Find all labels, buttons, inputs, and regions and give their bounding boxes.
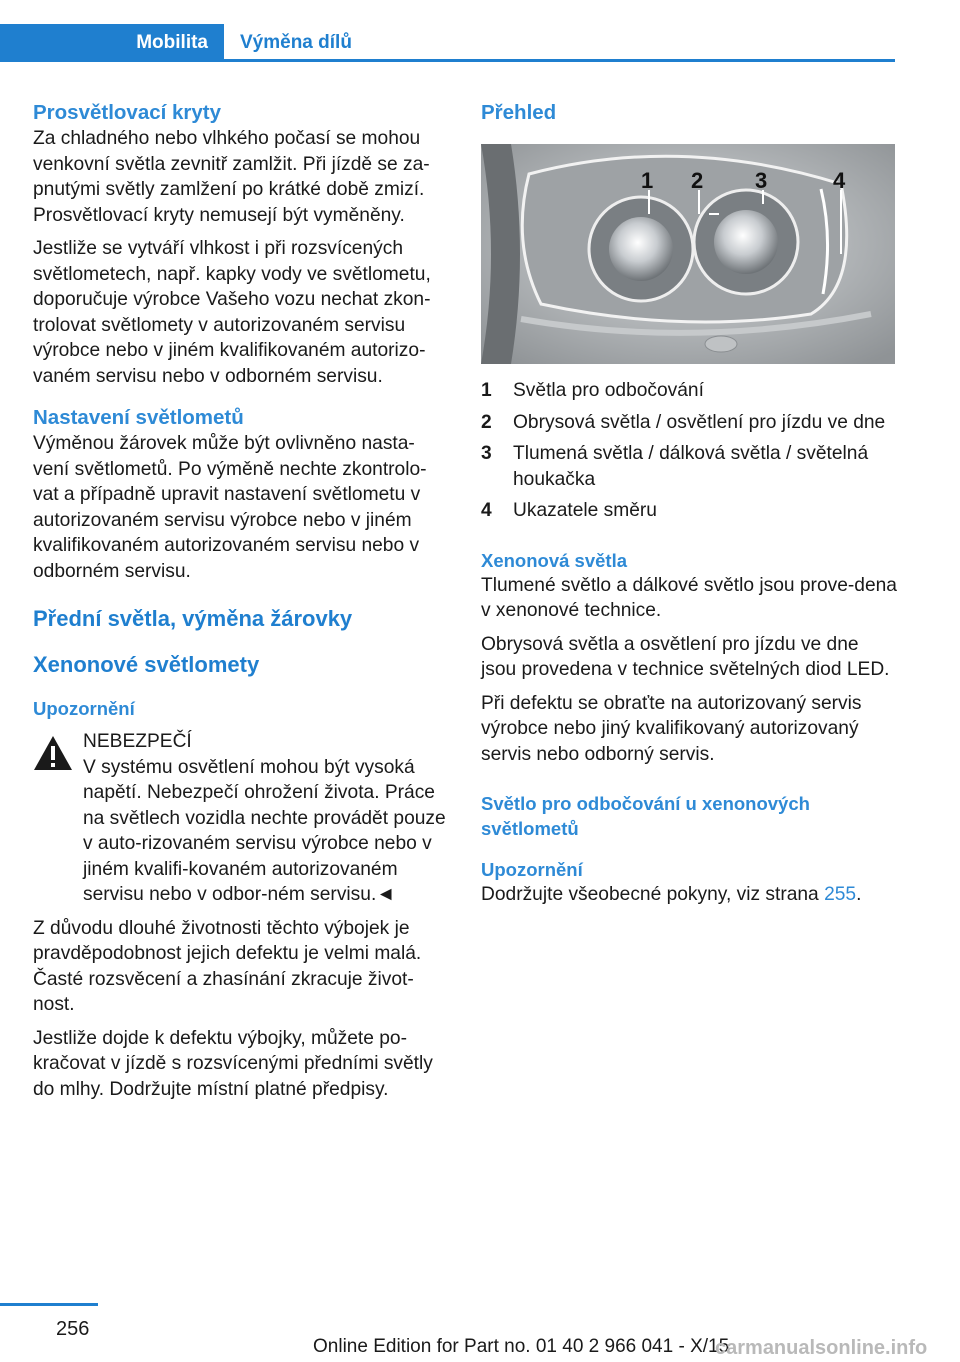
right-column (481, 100, 899, 916)
edition-text: Online Edition for Part no. 01 40 2 966 041 - X/15 (313, 1336, 730, 1357)
list-item (481, 378, 899, 404)
heading-svetlo-pro-odbocovani: Světlo pro odbočování u xenonových světlometů (481, 793, 810, 839)
item-text: Světla pro odbočování (513, 380, 704, 401)
paragraph: Při defektu se obraťte na autorizovaný servis výrobce nebo jiný kvalifikovaný autorizovaný servis nebo odborný servis. (481, 692, 862, 765)
left-column (33, 100, 451, 1110)
warning-title: NEBEZPEČÍ (83, 731, 192, 752)
paragraph: Výměnou žárovek může být ovlivněno nasta‐vení světlometů. Po výměně nechte zkontrolo‐vat a případně upravit nastavení světlometu v autorizovaném servisu výrobce nebo v jiném kvalifikovaném autorizovaném servisu nebo v odborném servisu. (33, 433, 427, 582)
heading-nastaveni-svetlometu: Nastavení světlometů (33, 406, 244, 429)
callout-label: 3 (755, 168, 768, 193)
heading-xenonova-svetla: Xenonová světla (481, 549, 628, 571)
watermark: carmanualsonline.info (715, 1337, 928, 1359)
callout-label: 2 (691, 168, 704, 193)
warning-triangle-icon (33, 735, 73, 771)
paragraph: Za chladného nebo vlhkého počasí se mohou venkovní světla zevnitř zamlžit. Při jízdě se za‐pnutými světly zamlžení po krátké době zmizí. Prosvětlovací kryty nemusejí být vyměněny. (33, 128, 430, 226)
legend-list (481, 378, 899, 524)
danger-warning (33, 729, 451, 908)
page-link-255[interactable]: 255 (824, 884, 857, 905)
heading-xenonove-svetlomety: Xenonové světlomety (33, 652, 260, 677)
paragraph: Jestliže se vytváří vlhkost i při rozsvícených světlometech, např. kapky vody ve světlometu, doporučuje výrobce Vašeho vozu nechat zkon‐trolovat světlomety v autorizovaném servisu výrobce nebo v jiném kvalifikovaném autorizo‐vaném servisu nebo v odborném servisu. (33, 238, 431, 387)
item-text: Tlumená světla / dálková světla / světelná houkačka (513, 443, 869, 490)
headlight-photo (481, 144, 895, 364)
paragraph: Obrysová světla a osvětlení pro jízdu ve dne jsou provedena v technice světelných diod LED. (481, 633, 890, 680)
heading-upozorneni-right: Upozornění (481, 859, 583, 880)
page-number: 256 (56, 1318, 90, 1340)
paragraph: Jestliže dojde k defektu výbojky, můžete po‐kračovat v jízdě s rozsvícenými předními světly do mlhy. Dodržujte místní platné předpisy. (33, 1027, 433, 1100)
paragraph: Z důvodu dlouhé životnosti těchto výbojek je pravděpodobnost jejich defektu je velmi malá. Časté rozsvěcení a zhasínání zkracuje život‐nost. (33, 917, 422, 1015)
item-number: 1 (481, 380, 492, 401)
list-item (481, 410, 899, 436)
item-number: 4 (481, 500, 492, 521)
heading-upozorneni: Upozornění (33, 698, 135, 719)
footer-divider (0, 1303, 98, 1306)
callout-label: 1 (641, 168, 654, 193)
item-number: 2 (481, 411, 492, 433)
heading-prehled: Přehled (481, 101, 557, 124)
paragraph (481, 882, 899, 908)
callout-label: 4 (833, 168, 846, 193)
item-text: Obrysová světla / osvětlení pro jízdu ve dne (513, 411, 886, 433)
page-header (0, 0, 895, 62)
section-tab-mobilita[interactable]: Mobilita (0, 24, 224, 62)
heading-predni-svetla: Přední světla, výměna žárovky (33, 606, 353, 631)
list-item (481, 498, 899, 524)
text: . (856, 884, 862, 905)
item-text: Ukazatele směru (513, 500, 657, 521)
heading-prosvetlovaci-kryty: Prosvětlovací kryty (33, 101, 222, 124)
warning-text: V systému osvětlení mohou být vysoká napětí. Nebezpečí ohrožení života. Práce na světlech vozidla nechte provádět pouze v auto‐rizovaném servisu výrobce nebo v jiném kvalifi‐kovaném autorizovaném servisu nebo v odbor‐ném servisu.◄ (83, 756, 446, 905)
section-tab-vymena-dilu[interactable]: Výměna dílů (240, 32, 352, 53)
list-item (481, 441, 899, 492)
text: Dodržujte všeobecné pokyny, viz strana (481, 884, 825, 905)
header-divider (224, 59, 895, 62)
paragraph: Tlumené světlo a dálkové světlo jsou prove‐dena v xenonové technice. (481, 574, 897, 621)
item-number: 3 (481, 443, 492, 464)
